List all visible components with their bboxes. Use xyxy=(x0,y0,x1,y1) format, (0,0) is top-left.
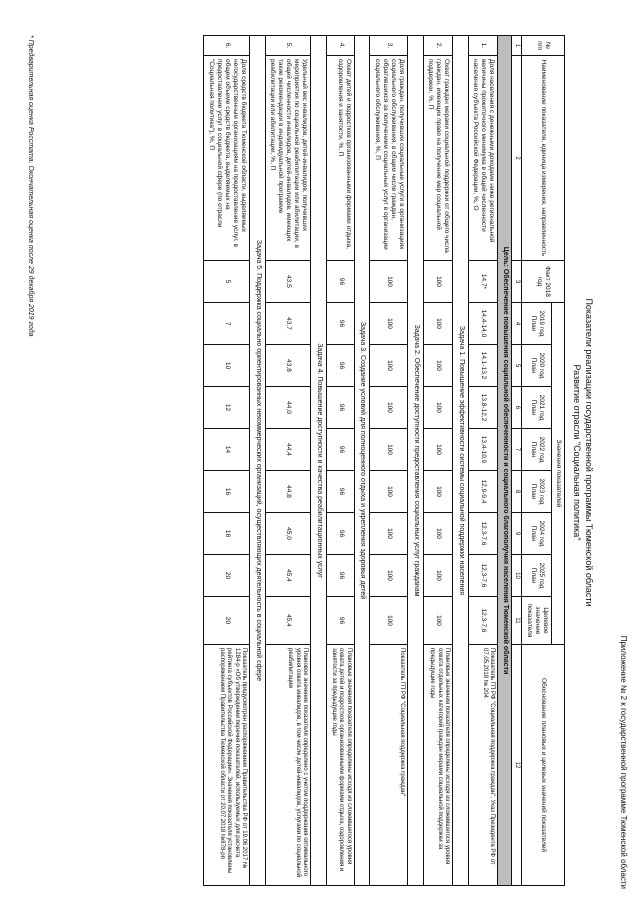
plan-value: 20 xyxy=(204,555,250,597)
plan-value: 100 xyxy=(370,471,408,513)
plan-value: 12 xyxy=(204,387,250,429)
goal-text: Цель: Обеспечение повышения социальной обеспеченности и социального благополучия населения Тюменской области xyxy=(498,36,512,886)
basis-text: Показатель ГП РФ "Социальная поддержка граждан" xyxy=(370,645,408,886)
task-section-title: Задача 1. Повышение эффективности системы социальной поддержки населения xyxy=(453,36,469,886)
plan-value: 100 xyxy=(423,303,452,345)
row-number: 2. xyxy=(423,36,452,56)
indicator-name: Охват граждан мерами социальной поддержки от общего числа граждан, имеющих право на получение мер социальной поддержки, %, П xyxy=(423,56,452,261)
task-section-title: Задача 2. Обеспечение доступности предоставления социальных услуг гражданам xyxy=(408,36,424,886)
indicator-name: Удельный вес инвалидов, детей-инвалидов, получивших мероприятия по социальной реабилитации или абилитации, в общей численности инвалидов, детей-инвалидов, имеющих такие рекомендации в индивидуальной программе реабилитации или абилитации, %, П xyxy=(265,56,311,261)
goal-row xyxy=(498,36,512,886)
plan-value: 100 xyxy=(370,513,408,555)
col-header-name: Наименование показателя, единица измерения, направленность xyxy=(522,56,565,261)
indicator-row xyxy=(370,36,408,886)
indicator-name: Доля граждан, получивших социальные услуги в организациях социального обслуживания, в общем числе граждан, обратившихся за получением социальных услуг в организации социального обслуживания, %, П xyxy=(370,56,408,261)
indicator-row xyxy=(327,36,355,886)
column-number: 6 xyxy=(512,387,523,429)
plan-value: 100 xyxy=(423,345,452,387)
column-number: 7 xyxy=(512,429,523,471)
plan-value: 44,4 xyxy=(265,429,311,471)
task-section-row xyxy=(453,36,469,886)
plan-value: 13,4-10,9 xyxy=(468,429,497,471)
column-number: 9 xyxy=(512,513,523,555)
fact-value: 14,7* xyxy=(468,261,497,303)
plan-value: 96 xyxy=(327,303,355,345)
plan-value: 100 xyxy=(370,303,408,345)
plan-value: 100 xyxy=(423,555,452,597)
appendix-note: Приложение № 2 к государственной программе Тюменской области xyxy=(619,635,628,889)
column-number: 2 xyxy=(512,56,523,261)
basis-text: Показатель предусмотрен распоряжением Правительства РФ от 19.06.2017 № 1284-р «Об утверждении перечня показателей, используемых для расчета рейтинга субъектов Российской Федерации». Значения показателя установлены распоряжением Правительства Тюменской области от 20.07.2018 №878-рп xyxy=(204,645,250,886)
table-body xyxy=(204,36,512,886)
column-numbers-row xyxy=(512,36,523,886)
col-header-year: 2020 год План xyxy=(522,345,551,387)
row-number: 3. xyxy=(370,36,408,56)
plan-value: 14 xyxy=(204,429,250,471)
document-subtitle: Развитие отрасли "Социальная политика" xyxy=(572,364,582,541)
col-header-num: № п/п xyxy=(522,36,565,56)
basis-text: Плановые значения показателя определены исходя из сложившегося уровня охвата отдельных категорий граждан мерами социальной поддержки за предыдущие годы xyxy=(423,645,452,886)
basis-text: Показатель ГП РФ "Социальная поддержка граждан", Указ Президента РФ от 07.05.2018 № 204 xyxy=(468,645,497,886)
fact-value: 5 xyxy=(204,261,250,303)
target-value: 100 xyxy=(370,597,408,645)
fact-value: 43,5 xyxy=(265,261,311,303)
column-number: 11 xyxy=(512,597,523,645)
target-value: 45,4 xyxy=(265,597,311,645)
plan-value: 16 xyxy=(204,471,250,513)
task-section-row xyxy=(408,36,424,886)
plan-value: 45,0 xyxy=(265,513,311,555)
plan-value: 100 xyxy=(370,555,408,597)
row-number: 1. xyxy=(468,36,497,56)
indicator-row xyxy=(468,36,497,886)
indicators-table-wrap xyxy=(204,35,566,885)
plan-value: 13,8-12,2 xyxy=(468,387,497,429)
indicator-row xyxy=(204,36,250,886)
plan-value: 10 xyxy=(204,345,250,387)
plan-value: 7 xyxy=(204,303,250,345)
task-section-title: Задача 5. Поддержка социально ориентированных некоммерческих организаций, осуществляющих деятельность в социальной сфере xyxy=(250,36,266,886)
plan-value: 96 xyxy=(327,513,355,555)
target-value: 96 xyxy=(327,597,355,645)
plan-value: 100 xyxy=(370,387,408,429)
col-header-year: 2023 год План xyxy=(522,471,551,513)
column-number: 10 xyxy=(512,555,523,597)
indicator-name: Охват детей и подростков организованными формами отдыха, оздоровления и занятости, %, П xyxy=(327,56,355,261)
col-header-year: 2019 год План xyxy=(522,303,551,345)
plan-value: 96 xyxy=(327,555,355,597)
basis-text: Плановое значение показателя определено с учетом поддержания оптимального уровня охвата инвалидов, в том числе детей-инвалидов, услугами по социальной реабилитации xyxy=(265,645,311,886)
task-section-row xyxy=(354,36,370,886)
col-header-year: 2021 год План xyxy=(522,387,551,429)
plan-value: 12,3-7,6 xyxy=(468,555,497,597)
plan-value: 100 xyxy=(370,429,408,471)
col-header-target: Целевое значение показателя xyxy=(522,597,551,645)
column-number: 12 xyxy=(512,645,523,886)
indicator-row xyxy=(423,36,452,886)
footnote: * Предварительная оценка Росстата. Окончательная оценка после 29 декабря 2019 года xyxy=(27,35,34,337)
plan-value: 14,4-14,0 xyxy=(468,303,497,345)
plan-value: 100 xyxy=(423,387,452,429)
col-header-year: 2022 год План xyxy=(522,429,551,471)
target-value: 20 xyxy=(204,597,250,645)
col-header-values-group: Значения показателей xyxy=(551,303,564,645)
plan-value: 12,3-7,6 xyxy=(468,513,497,555)
header-row-1 xyxy=(551,36,564,886)
basis-text: Плановые значения показателя определены исходя из сложившегося уровня охвата детей и подростков организованными формами отдыха, оздоровления и занятости за предыдущие годы xyxy=(327,645,355,886)
plan-value: 96 xyxy=(327,387,355,429)
plan-value: 100 xyxy=(423,513,452,555)
indicator-name: Доля средств бюджета Тюменской области, выделяемых негосударственным организациям на предоставление услуг, в общем объеме средств бюджета, выделяемых на предоставление услуг в социальной сфере (по отрасли "Социальная политика"), %, П xyxy=(204,56,250,261)
indicators-table xyxy=(204,35,566,886)
target-value: 12,3-7,6 xyxy=(468,597,497,645)
task-section-title: Задача 3. Создание условий для полноценного отдыха и укрепления здоровья детей xyxy=(354,36,370,886)
plan-value: 100 xyxy=(423,429,452,471)
task-section-row xyxy=(250,36,266,886)
task-section-row xyxy=(311,36,327,886)
plan-value: 18 xyxy=(204,513,250,555)
plan-value: 12,9-9,4 xyxy=(468,471,497,513)
col-header-fact: Факт 2018 год xyxy=(522,261,565,303)
plan-value: 44,0 xyxy=(265,387,311,429)
column-number: 3 xyxy=(512,261,523,303)
col-header-year: 2024 год План xyxy=(522,513,551,555)
column-number: 8 xyxy=(512,471,523,513)
plan-value: 96 xyxy=(327,429,355,471)
document-title: Показатели реализации государственной программы Тюменской области xyxy=(584,298,594,607)
plan-value: 45,4 xyxy=(265,555,311,597)
row-number: 5. xyxy=(265,36,311,56)
col-header-year: 2025 год План xyxy=(522,555,551,597)
indicator-name: Доля населения с денежными доходами ниже региональной величины прожиточного минимума в общей численности населения субъекта Российской Федерации, %, О xyxy=(468,56,497,261)
fact-value: 100 xyxy=(370,261,408,303)
task-section-title: Задача 4. Повышение доступности и качества реабилитационных услуг xyxy=(311,36,327,886)
col-header-basis: Обоснование плановых и целевых значений показателей xyxy=(522,645,565,886)
plan-value: 14,1-13,2 xyxy=(468,345,497,387)
plan-value: 100 xyxy=(423,471,452,513)
target-value: 100 xyxy=(423,597,452,645)
plan-value: 43,7 xyxy=(265,303,311,345)
column-number: 1 xyxy=(512,36,523,56)
row-number: 4. xyxy=(327,36,355,56)
plan-value: 43,8 xyxy=(265,345,311,387)
column-number: 4 xyxy=(512,303,523,345)
plan-value: 96 xyxy=(327,471,355,513)
indicator-row xyxy=(265,36,311,886)
fact-value: 96 xyxy=(327,261,355,303)
fact-value: 100 xyxy=(423,261,452,303)
row-number: 6. xyxy=(204,36,250,56)
plan-value: 44,8 xyxy=(265,471,311,513)
plan-value: 96 xyxy=(327,345,355,387)
plan-value: 100 xyxy=(370,345,408,387)
column-number: 5 xyxy=(512,345,523,387)
